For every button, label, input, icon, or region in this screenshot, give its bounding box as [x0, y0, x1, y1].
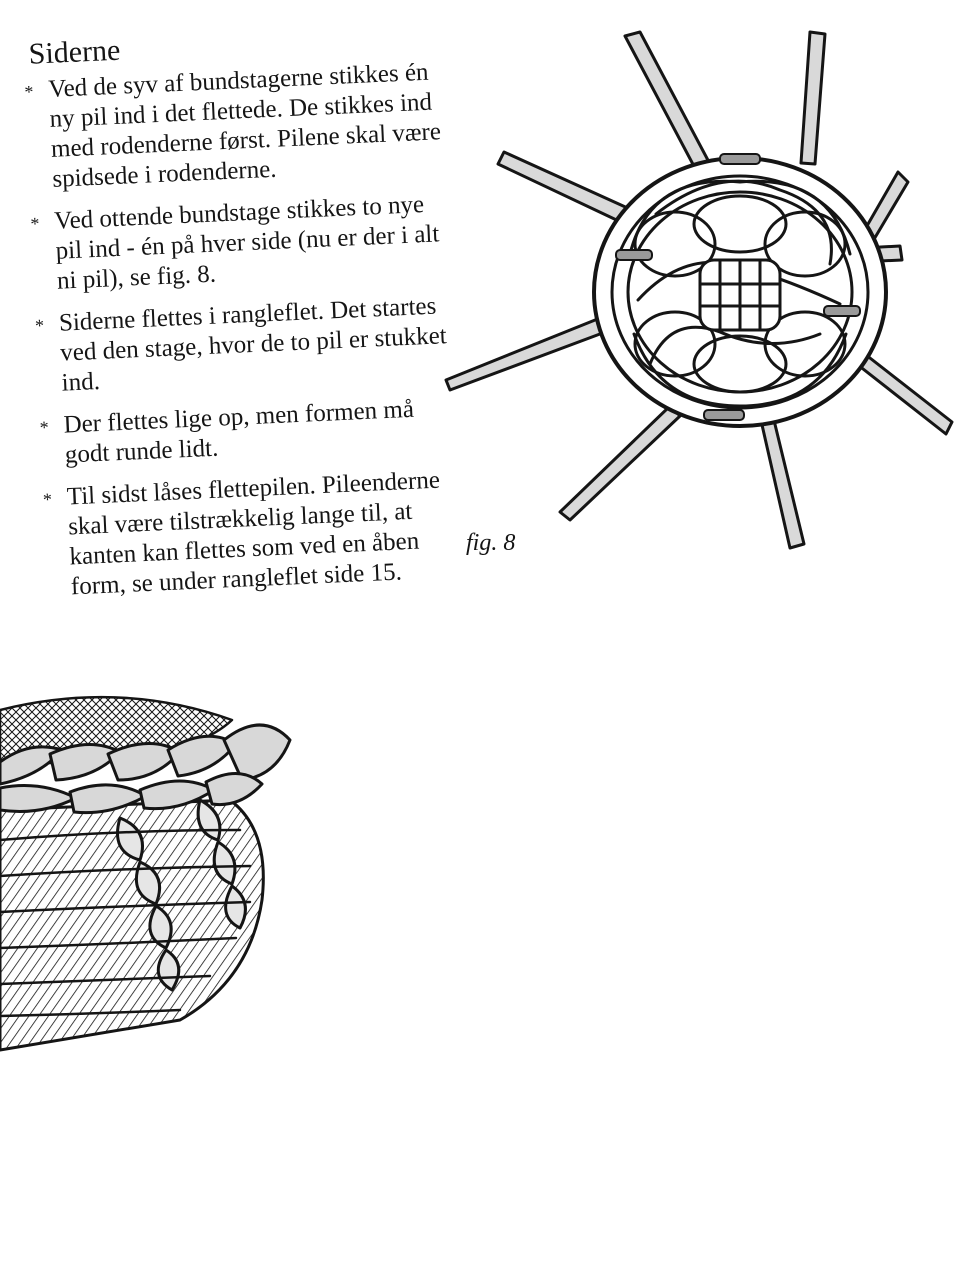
instruction-item	[29, 189, 456, 298]
instruction-text: Siderne flettes i rangleflet. Det startes ved den stage, hvor de to pil er stukket ind.	[58, 292, 448, 397]
asterisk-icon: *	[34, 315, 45, 336]
asterisk-icon: *	[39, 417, 50, 438]
instruction-text: Ved ottende bundstage stikkes to nye pil ind - én på hver side (nu er der i alt ni pil), se fig. 8.	[53, 191, 440, 295]
instruction-text: Til sidst låses flettepilen. Pileenderne skal være tilstrækkelig lange til, at kanten kan flettes som ved en åben form, se under rangleflet side 15.	[66, 466, 441, 601]
instruction-item	[44, 464, 469, 603]
instruction-text-block	[24, 19, 470, 615]
asterisk-icon: *	[42, 489, 53, 510]
woven-base-illustration	[420, 14, 960, 574]
instruction-item	[36, 291, 460, 400]
asterisk-icon: *	[23, 81, 34, 103]
central-weave	[700, 260, 780, 330]
asterisk-icon: *	[29, 213, 40, 234]
section-heading: Siderne	[27, 33, 122, 71]
instruction-item	[41, 393, 463, 472]
instruction-list	[23, 57, 470, 604]
figure-caption: fig. 8	[466, 530, 516, 556]
instruction-item	[23, 57, 451, 196]
instruction-text: Der flettes lige op, men formen må godt runde lidt.	[62, 395, 415, 469]
instruction-text: Ved de syv af bundstagerne stikkes én ny pil ind i det flettede. De stikkes ind med rodenderne først. Pilene skal være spidsede i rodenderne.	[47, 58, 442, 193]
basket-side-illustration	[0, 680, 300, 1060]
